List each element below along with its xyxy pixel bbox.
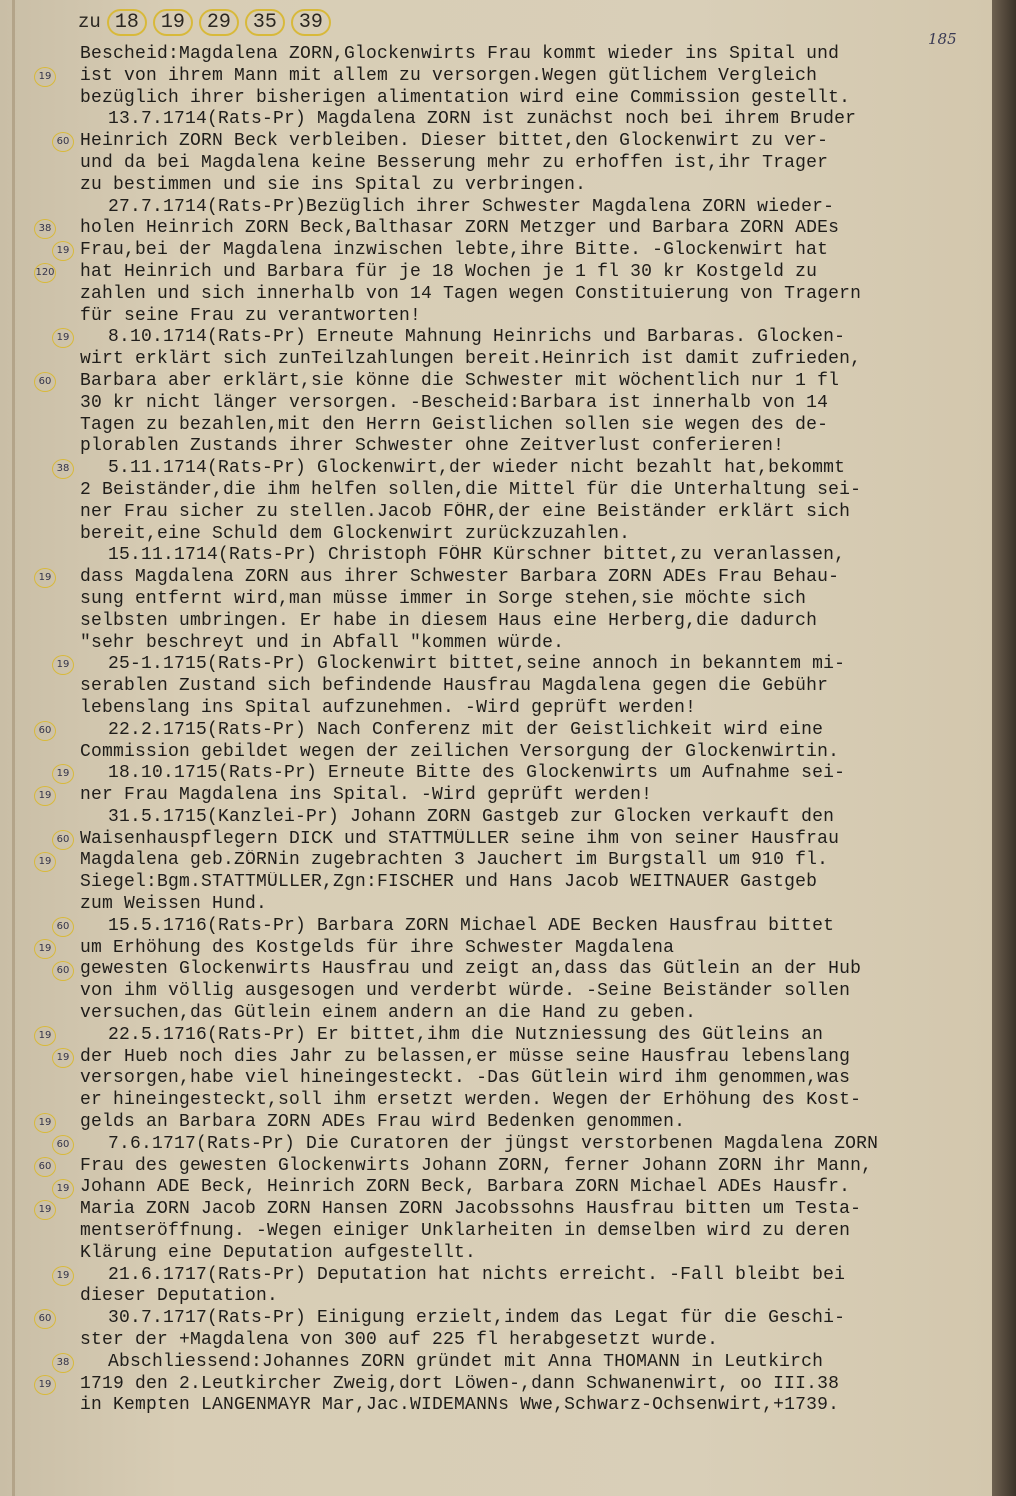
text-line: Johann ADE Beck, Heinrich ZORN Beck, Barbara ZORN Michael ADEs Hausfr. <box>80 1177 851 1198</box>
text-line: Barbara aber erklärt,sie könne die Schwester mit wöchentlich nur 1 fl <box>80 370 840 391</box>
entry-heading-line: 27.7.1714(Rats-Pr)Bezüglich ihrer Schwester Magdalena ZORN wieder- <box>108 196 835 217</box>
text-line: gelds an Barbara ZORN ADEs Frau wird Bedenken genommen. <box>80 1112 686 1133</box>
text-line: serablen Zustand sich befindende Hausfrau Magdalena gegen die Gebühr <box>80 676 829 697</box>
header-reference-number: 29 <box>199 9 239 36</box>
text-line: Bescheid:Magdalena ZORN,Glockenwirts Frau kommt wieder ins Spital und <box>80 44 840 64</box>
header-reference-number: 19 <box>153 9 193 36</box>
entry-heading-line: 5.11.1714(Rats-Pr) Glockenwirt,der wieder nicht bezahlt hat,bekommt <box>108 458 846 479</box>
entry-heading-line: 22.2.1715(Rats-Pr) Nach Conferenz mit der Geistlichkeit wird eine <box>108 719 824 740</box>
text-line: mentseröffnung. -Wegen einiger Unklarheiten in demselben wird zu deren <box>80 1221 851 1242</box>
text-line: Heinrich ZORN Beck verbleiben. Dieser bittet,den Glockenwirt zu ver- <box>80 131 829 152</box>
margin-annotation-mark: 19 <box>52 1266 74 1286</box>
text-line: plorablen Zustands ihrer Schwester ohne Zeitverlust conferieren! <box>80 436 785 457</box>
text-line: gewesten Glockenwirts Hausfrau und zeigt an,dass das Gütlein an der Hub <box>80 959 862 980</box>
margin-annotation-mark: 38 <box>52 459 74 479</box>
text-line: und da bei Magdalena keine Besserung mehr zu erhoffen ist,ihr Trager <box>80 152 829 173</box>
text-line: selbsten umbringen. Er habe in diesem Haus eine Herberg,die dadurch <box>80 610 818 631</box>
margin-annotation-mark: 19 <box>34 1375 56 1395</box>
margin-annotation-mark: 60 <box>34 372 56 392</box>
entry-heading-line: 15.5.1716(Rats-Pr) Barbara ZORN Michael ADE Becken Hausfrau bittet <box>108 915 835 936</box>
entry-heading-line: 25-1.1715(Rats-Pr) Glockenwirt bittet,seine annoch in bekanntem mi- <box>108 654 846 675</box>
text-line: ner Frau Magdalena ins Spital. -Wird geprüft werden! <box>80 785 653 806</box>
text-line: von ihm völlig ausgesogen und verderbt würde. -Seine Beiständer sollen <box>80 981 851 1002</box>
typed-text-body <box>80 44 980 1417</box>
text-line: zum Weissen Hund. <box>80 894 268 915</box>
margin-annotation-mark: 19 <box>34 1200 56 1220</box>
margin-annotation-mark: 60 <box>52 917 74 937</box>
margin-annotation-mark: 19 <box>34 1026 56 1046</box>
text-line: Frau des gewesten Glockenwirts Johann ZORN, ferner Johann ZORN ihr Mann, <box>80 1155 873 1176</box>
margin-annotation-mark: 19 <box>34 786 56 806</box>
margin-annotation-mark: 60 <box>52 961 74 981</box>
text-line: dieser Deputation. <box>80 1286 279 1307</box>
text-line: ster der +Magdalena von 300 auf 225 fl herabgesetzt wurde. <box>80 1330 719 1351</box>
text-line: lebenslang ins Spital aufzunehmen. -Wird geprüft werden! <box>80 697 697 718</box>
text-line: ist von ihrem Mann mit allem zu versorgen.Wegen gütlichem Vergleich <box>80 65 818 86</box>
text-line: Klärung eine Deputation aufgestellt. <box>80 1242 477 1263</box>
margin-annotation-mark: 38 <box>52 1353 74 1373</box>
text-line: bezüglich ihrer bisherigen alimentation wird eine Commission gestellt. <box>80 87 851 108</box>
text-line: zu bestimmen und sie ins Spital zu verbringen. <box>80 174 587 195</box>
margin-annotation-mark: 38 <box>34 219 56 239</box>
margin-annotation-mark: 60 <box>34 1309 56 1329</box>
text-line: für seine Frau zu verantworten! <box>80 305 422 326</box>
text-line: 1719 den 2.Leutkircher Zweig,dort Löwen-,dann Schwanenwirt, oo III.38 <box>80 1373 840 1394</box>
text-line: der Hueb noch dies Jahr zu belassen,er müsse seine Hausfrau lebenslang <box>80 1046 851 1067</box>
text-line: Commission gebildet wegen der zeilichen Versorgung der Glockenwirtin. <box>80 741 840 762</box>
text-line: Maria ZORN Jacob ZORN Hansen ZORN Jacobssohns Hausfrau bitten um Testa- <box>80 1199 862 1220</box>
book-spine <box>992 0 1016 1496</box>
entry-heading-line: 7.6.1717(Rats-Pr) Die Curatoren der jüngst verstorbenen Magdalena ZORN <box>108 1133 879 1154</box>
margin-annotation-mark: 60 <box>34 1157 56 1177</box>
margin-annotation-mark: 60 <box>52 1135 74 1155</box>
text-line: Magdalena geb.ZÖRNin zugebrachten 3 Jauchert im Burgstall um 910 fl. <box>80 850 829 871</box>
text-line: sung entfernt wird,man müsse immer in Sorge stehen,sie möchte sich <box>80 588 807 609</box>
text-line: Frau,bei der Magdalena inzwischen lebte,ihre Bitte. -Glockenwirt hat <box>80 240 829 261</box>
text-line: zahlen und sich innerhalb von 14 Tagen wegen Constituierung von Tragern <box>80 283 862 304</box>
entry-heading-line: 22.5.1716(Rats-Pr) Er bittet,ihm die Nutzniessung des Gütleins an <box>108 1024 824 1045</box>
text-line: Tagen zu bezahlen,mit den Herrn Geistlichen sollen sie wegen des de- <box>80 414 829 435</box>
margin-annotation-mark: 120 <box>34 263 56 283</box>
entry-heading-line: 18.10.1715(Rats-Pr) Erneute Bitte des Glockenwirts um Aufnahme sei- <box>108 763 846 784</box>
margin-annotation-mark: 19 <box>34 939 56 959</box>
margin-annotation-mark: 19 <box>52 764 74 784</box>
header-prefix: zu <box>78 11 101 33</box>
text-line: "sehr beschreyt und in Abfall "kommen würde. <box>80 632 565 653</box>
entry-heading-line: 21.6.1717(Rats-Pr) Deputation hat nichts erreicht. -Fall bleibt bei <box>108 1264 846 1285</box>
margin-annotation-mark: 19 <box>52 328 74 348</box>
entry-heading-line: Abschliessend:Johannes ZORN gründet mit Anna THOMANN in Leutkirch <box>108 1351 824 1372</box>
text-line: dass Magdalena ZORN aus ihrer Schwester Barbara ZORN ADEs Frau Behau- <box>80 567 840 588</box>
text-line: versuchen,das Gütlein einem andern an die Hand zu geben. <box>80 1003 697 1024</box>
text-line: versorgen,habe viel hineingesteckt. -Das Gütlein wird ihm genommen,was <box>80 1068 851 1089</box>
margin-annotation-mark: 19 <box>52 655 74 675</box>
page-number: 185 <box>928 30 957 48</box>
text-line: ner Frau sicher zu stellen.Jacob FÖHR,der eine Beiständer erklärt sich <box>80 501 851 522</box>
margin-annotations <box>0 0 78 1496</box>
text-line: 30 kr nicht länger versorgen. -Bescheid:Barbara ist innerhalb von 14 <box>80 392 829 413</box>
text-line: Siegel:Bgm.STATTMÜLLER,Zgn:FISCHER und Hans Jacob WEITNAUER Gastgeb <box>80 872 818 893</box>
text-line: wirt erklärt sich zunTeilzahlungen bereit.Heinrich ist damit zufrieden, <box>80 349 862 370</box>
entry-heading-line: 15.11.1714(Rats-Pr) Christoph FÖHR Kürschner bittet,zu veranlassen, <box>108 545 846 566</box>
margin-annotation-mark: 19 <box>34 852 56 872</box>
margin-annotation-mark: 19 <box>52 1179 74 1199</box>
text-line: 2 Beiständer,die ihm helfen sollen,die Mittel für die Unterhaltung sei- <box>80 479 862 500</box>
entry-heading-line: 30.7.1717(Rats-Pr) Einigung erzielt,indem das Legat für die Geschi- <box>108 1308 846 1329</box>
entry-heading-line: 13.7.1714(Rats-Pr) Magdalena ZORN ist zunächst noch bei ihrem Bruder <box>108 109 857 130</box>
margin-annotation-mark: 19 <box>34 1113 56 1133</box>
text-line: bereit,eine Schuld dem Glockenwirt zurückzuzahlen. <box>80 523 631 544</box>
text-line: holen Heinrich ZORN Beck,Balthasar ZORN Metzger und Barbara ZORN ADEs <box>80 218 840 239</box>
text-line: Waisenhauspflegern DICK und STATTMÜLLER seine ihm von seiner Hausfrau <box>80 828 840 849</box>
header-reference-number: 18 <box>107 9 147 36</box>
margin-annotation-mark: 19 <box>34 568 56 588</box>
header-reference-number: 39 <box>291 9 331 36</box>
margin-annotation-mark: 19 <box>34 67 56 87</box>
text-line: in Kempten LANGENMAYR Mar,Jac.WIDEMANNs Wwe,Schwarz-Ochsenwirt,+1739. <box>80 1395 840 1416</box>
margin-annotation-mark: 60 <box>52 830 74 850</box>
text-line: um Erhöhung des Kostgelds für ihre Schwester Magdalena <box>80 937 675 958</box>
page-header <box>78 6 331 38</box>
text-line: er hineingesteckt,soll ihm ersetzt werden. Wegen der Erhöhung des Kost- <box>80 1090 862 1111</box>
margin-annotation-mark: 60 <box>34 721 56 741</box>
margin-annotation-mark: 60 <box>52 132 74 152</box>
margin-annotation-mark: 19 <box>52 1048 74 1068</box>
entry-heading-line: 8.10.1714(Rats-Pr) Erneute Mahnung Heinrichs und Barbaras. Glocken- <box>108 327 846 348</box>
entry-heading-line: 31.5.1715(Kanzlei-Pr) Johann ZORN Gastgeb zur Glocken verkauft den <box>108 806 835 827</box>
margin-annotation-mark: 19 <box>52 241 74 261</box>
text-line: hat Heinrich und Barbara für je 18 Wochen je 1 fl 30 kr Kostgeld zu <box>80 261 818 282</box>
header-reference-number: 35 <box>245 9 285 36</box>
